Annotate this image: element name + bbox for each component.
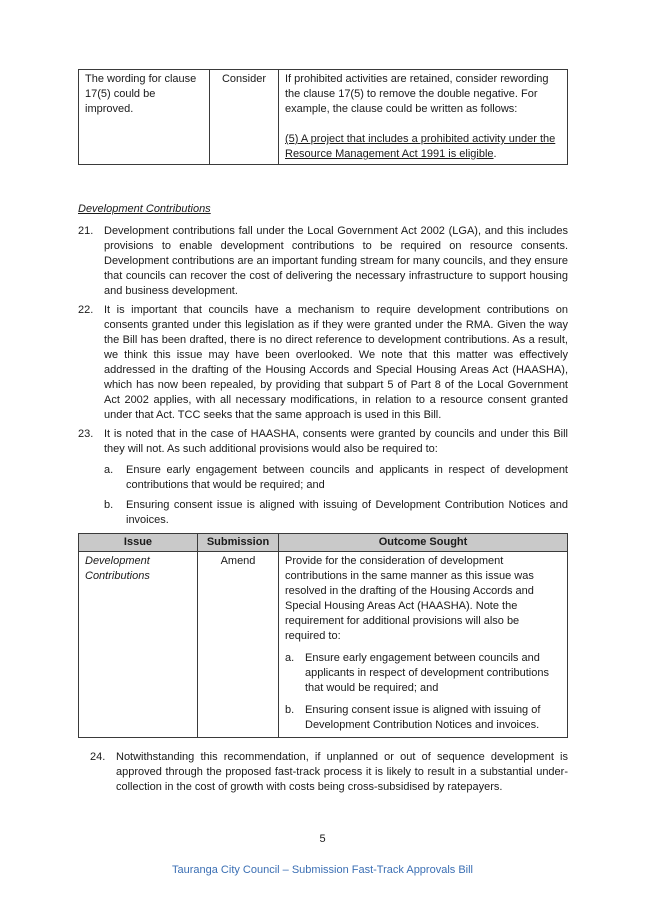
outcome-item-a: [285, 651, 561, 696]
paragraph-22: [78, 303, 568, 423]
paragraph-text: It is noted that in the case of HAASHA, consents were granted by councils and under this Bill they will not. As such additional provisions would also be required to:: [104, 428, 568, 455]
outcome-cell: [279, 552, 568, 738]
table-row: [79, 70, 568, 165]
table-header-row: [79, 534, 568, 552]
paragraph-24: [90, 750, 568, 795]
list-text: Ensure early engagement between councils and applicants in respect of development contributions that would be required; and: [305, 652, 549, 694]
list-item-b: [104, 498, 568, 528]
header-outcome: Outcome Sought: [279, 534, 568, 552]
outcome-intro: Provide for the consideration of development contributions in the same manner as this issue was resolved in the drafting of the Housing Accords and Special Housing Areas Act (HAASHA). Note the requirement for additional provisions will also be required to:: [285, 555, 534, 642]
paragraph-number: 23.: [78, 428, 94, 440]
table-row: [79, 552, 568, 738]
outcome-item-b: [285, 703, 561, 733]
list-text: Ensure early engagement between councils and applicants in respect of development contributions that would be required; and: [126, 464, 568, 491]
outcome-clause: [285, 132, 561, 162]
paragraph-number: 22.: [78, 304, 94, 316]
header-submission: Submission: [198, 534, 279, 552]
issue-cell: Development Contributions: [79, 552, 198, 738]
outcome-clause-end: .: [493, 148, 497, 160]
list-text: Ensuring consent issue is aligned with issuing of Development Contribution Notices and invoices.: [126, 499, 568, 526]
list-marker: b.: [104, 499, 114, 511]
list-marker: a.: [104, 464, 114, 476]
list-marker: a.: [285, 652, 295, 664]
header-issue: Issue: [79, 534, 198, 552]
outcome-cell: [279, 70, 568, 165]
page-footer: Tauranga City Council – Submission Fast-Track Approvals Bill: [172, 864, 473, 876]
paragraph-23: [78, 427, 568, 457]
paragraph-number: 21.: [78, 225, 94, 237]
issue-cell: The wording for clause 17(5) could be improved.: [79, 70, 210, 165]
list-item-a: [104, 463, 568, 493]
page-number: 5: [319, 833, 326, 845]
paragraph-number: 24.: [90, 751, 106, 763]
list-text: Ensuring consent issue is aligned with issuing of Development Contribution Notices and invoices.: [305, 704, 541, 731]
list-marker: b.: [285, 704, 295, 716]
outcome-clause-underlined: (5) A project that includes a prohibited activity under the Resource Management Act 1991 is eligible: [285, 133, 556, 160]
submission-cell: Consider: [210, 70, 279, 165]
paragraph-text: Notwithstanding this recommendation, if unplanned or out of sequence development is approved through the proposed fast-track process it is likely to result in a substantial under-collection in the cost of growth with costs being cross-subsidised by ratepayers.: [116, 751, 568, 793]
submission-cell: Amend: [198, 552, 279, 738]
development-contributions-table: [78, 533, 568, 738]
paragraph-text: It is important that councils have a mechanism to require development contributions on consents granted under this legislation as if they were granted under the RMA. Given the way the Bill has been drafted, there is no direct reference to development contributions. As a result, we think this issue may have been overlooked. We note that this matter was effectively addressed in the drafting of the Housing Accords and Special Housing Areas Act (HAASHA), which has now been repealed, by providing that subpart 5 of Part 8 of the Local Government Act 2002 applies, with all necessary modifications, in relation to a resource consent granted under that Act. TCC seeks that the same approach is used in this Bill.: [104, 304, 568, 421]
paragraph-text: Development contributions fall under the Local Government Act 2002 (LGA), and this includes provisions to enable development contributions to be required on resource consents. Development contributions are an important funding stream for many councils, and they ensure that councils can recover the cost of delivering the necessary infrastructure to support housing and business development.: [104, 225, 568, 297]
outcome-intro: If prohibited activities are retained, consider rewording the clause 17(5) to remove the double negative. For example, the clause could be written as follows:: [285, 73, 549, 115]
section-heading: Development Contributions: [78, 203, 211, 215]
clause-17-table: [78, 69, 568, 165]
paragraph-21: [78, 224, 568, 299]
